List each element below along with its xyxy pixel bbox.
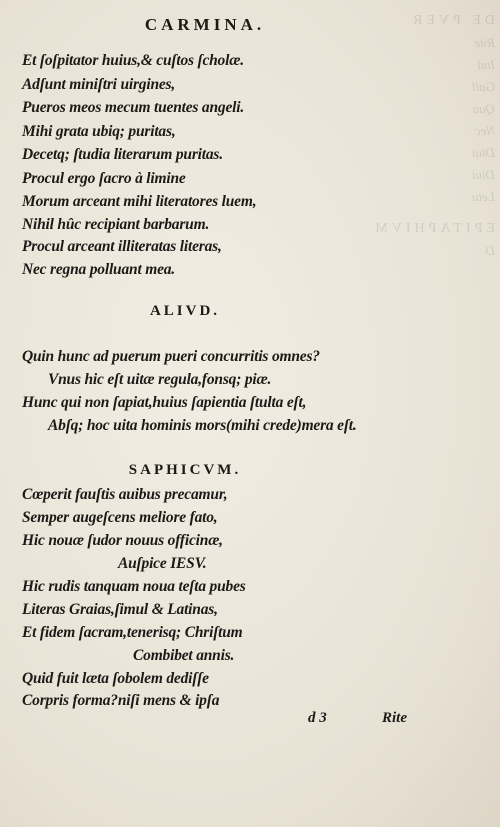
verse-line: Et fidem ſacram,tenerisq; Chriſtum: [22, 624, 243, 641]
verse-line: Literas Graias,ſimul & Latinas,: [22, 601, 218, 618]
bleed-line: Diui: [471, 145, 495, 160]
section-title-aliud: ALIVD.: [149, 303, 221, 319]
verse-line: Pueros meos mecum tuentes angeli.: [22, 99, 245, 116]
verse-line: Vnus hic eſt uitæ regula,fonsq; piæ.: [48, 371, 272, 388]
bleed-line: Nec: [474, 123, 495, 138]
running-title: CARMINA.: [144, 15, 266, 34]
section-title-saphicum: SAPHICVM.: [128, 462, 242, 478]
bleed-title: DE PVER: [409, 13, 495, 28]
verse-line: Quin hunc ad puerum pueri concurritis omnes?: [22, 348, 320, 365]
bleed-line: Letu: [471, 189, 495, 204]
verse-line: Nec regna polluant mea.: [22, 261, 175, 278]
catchword: Rite: [382, 710, 407, 726]
bleed-line: Qua: [472, 101, 495, 116]
verse-line: Corpris forma?niſi mens & ipſa: [22, 692, 220, 709]
verse-line: Auſpice IESV.: [118, 555, 207, 572]
verse-line: Hic nouæ ſudor nouus officinæ,: [22, 532, 223, 549]
verse-line: Adſunt miniſtri uirgines,: [22, 76, 176, 93]
verse-line: Procul arceant illiteratas literas,: [22, 238, 222, 255]
bleed-line: Diui: [471, 167, 495, 182]
verse-line: Procul ergo ſacro à limine: [22, 170, 186, 187]
bleed-line: Gall: [471, 79, 495, 94]
verse-line: Combibet annis.: [133, 647, 235, 664]
verse-line: Cœperit fauſtis auibus precamur,: [22, 486, 228, 503]
signature-mark: d 3: [308, 710, 327, 726]
verse-line: Et ſoſpitator huius,& cuſtos ſcholæ.: [22, 52, 244, 69]
verse-line: Hic rudis tanquam noua teſta pubes: [22, 578, 246, 595]
verse-line: Abſq; hoc uita hominis mors(mihi crede)mera eſt.: [48, 417, 357, 434]
bleed-line: D: [485, 243, 495, 258]
verse-line: Semper augeſcens meliore fato,: [22, 509, 218, 526]
bleed-line: Rite: [474, 35, 495, 50]
verse-line: Quid fuit læta ſobolem dediſſe: [22, 670, 209, 687]
bleed-line: EPITAPHIVM: [371, 221, 495, 236]
verse-line: Morum arceant mihi literatores luem,: [22, 193, 257, 210]
verse-line: Decetq; ſtudia literarum puritas.: [22, 146, 223, 163]
verse-line: Mihi grata ubiq; puritas,: [22, 123, 176, 140]
bleed-line: Ind: [477, 57, 495, 72]
verse-line: Nihil hûc recipiant barbarum.: [22, 216, 210, 233]
verse-line: Hunc qui non ſapiat,huius ſapientia ſtulta eſt,: [22, 394, 307, 411]
